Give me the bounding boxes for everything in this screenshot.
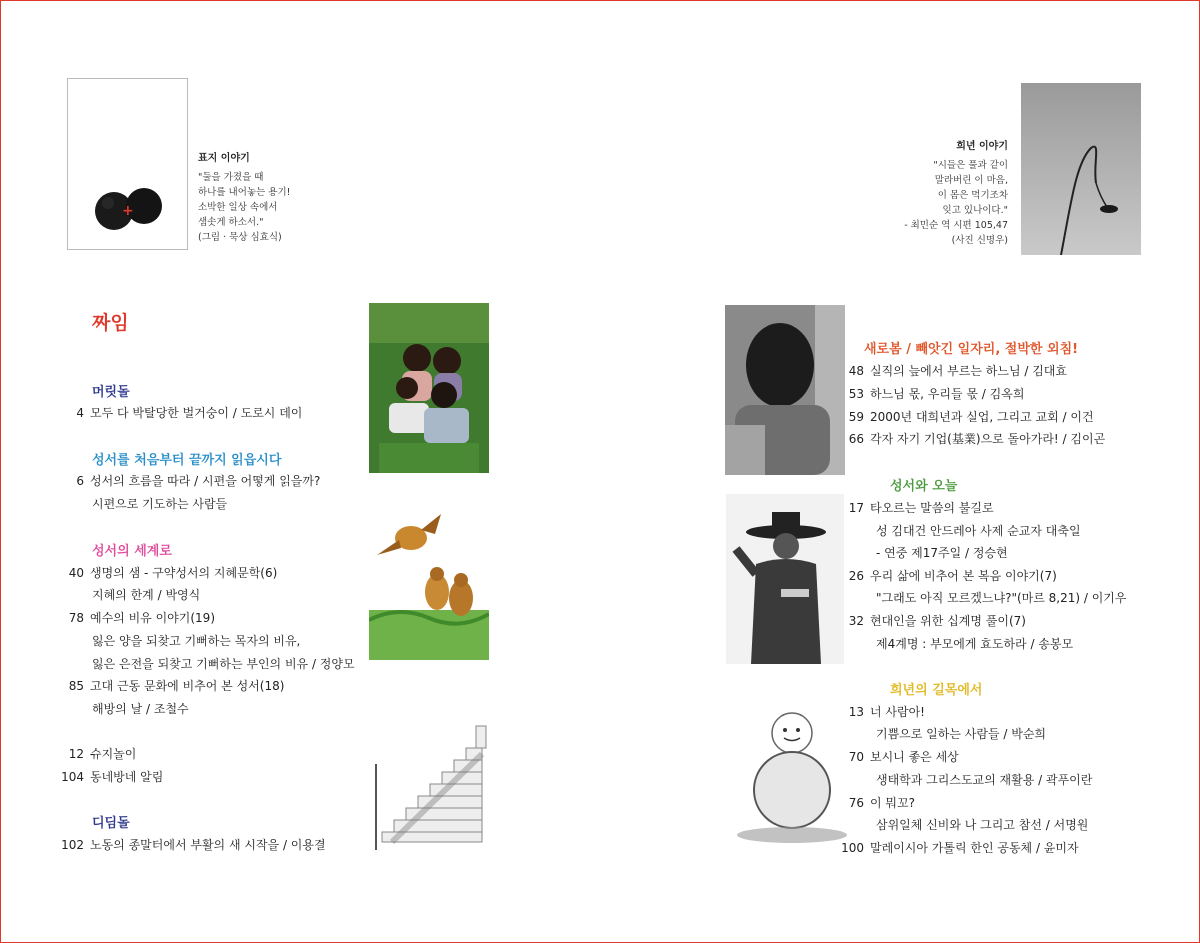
entry-text: 우리 삶에 비추어 본 복음 이야기(7)	[870, 569, 1057, 583]
toc-entry[interactable]	[840, 748, 959, 765]
back-caption-line: - 최민순 역 시편 105,47	[904, 220, 1008, 231]
toc-entry[interactable]	[840, 385, 1024, 402]
back-caption-line: 말라버린 이 마음,	[934, 175, 1008, 186]
cover-caption-line: 하나를 내어놓는 용기!	[198, 187, 291, 198]
back-caption-line: 잊고 있나이다."	[942, 205, 1008, 216]
toc-title: 짜임	[92, 312, 129, 334]
entry-text: 실직의 늪에서 부르는 하느님 / 김대효	[870, 364, 1067, 378]
entry-text-continued: 성 김대건 안드레아 사제 순교자 대축일	[876, 524, 1081, 538]
page-number: 85	[68, 679, 84, 693]
page-number: 6	[76, 474, 84, 488]
page-number: 78	[68, 611, 84, 625]
toc-entry[interactable]	[840, 794, 915, 811]
page-number: 53	[848, 387, 864, 401]
cover-caption-line: 샘솟게 하소서."	[198, 217, 264, 228]
entry-text: 하느님 몫, 우리들 몫 / 김옥희	[870, 387, 1025, 401]
page-number: 66	[848, 432, 864, 446]
svg-text:+: +	[122, 203, 134, 219]
entry-text: 생명의 샘 - 구약성서의 지혜문학(6)	[90, 566, 278, 580]
toc-entry[interactable]	[60, 564, 277, 581]
entry-text: 말레이시아 가톨릭 한인 공동체 / 윤미자	[870, 841, 1079, 855]
section-title-bible-today: 성서와 오늘	[890, 479, 958, 494]
entry-text: 현대인을 위한 십계명 풀이(7)	[870, 614, 1026, 628]
snowman-illustration	[735, 705, 850, 850]
entry-text-continued: 해방의 날 / 조철수	[92, 702, 189, 716]
page-number: 32	[848, 614, 864, 628]
entry-text-continued: 생태학과 그리스도교의 재활용 / 곽푸이란	[876, 773, 1093, 787]
back-caption-line: 이 몸은 먹기조차	[937, 190, 1008, 201]
back-caption-title: 희년 이야기	[956, 141, 1008, 152]
entry-text: 동네방네 알림	[90, 770, 164, 784]
sec-title	[92, 449, 281, 468]
page-number: 100	[841, 841, 864, 855]
entry-text: 각자 자기 기업(基業)으로 돌아가라! / 김이곤	[870, 432, 1106, 446]
page-number: 102	[61, 838, 84, 852]
entry-text-continued: 지혜의 한계 / 박영식	[92, 588, 201, 602]
sec-title	[92, 381, 130, 400]
sec-title	[92, 812, 130, 831]
entry-text-continued: 잃은 은전을 되찾고 기뻐하는 부인의 비유 / 정양모	[92, 657, 355, 671]
toc-entry[interactable]	[60, 609, 215, 626]
page-number: 13	[848, 705, 864, 719]
sec-title	[92, 540, 172, 559]
page-number: 17	[848, 501, 864, 515]
entry-text: 이 뭐꼬?	[870, 796, 915, 810]
page-number: 48	[848, 364, 864, 378]
entry-text: 성서의 흐름을 따라 / 시편을 어떻게 읽을까?	[90, 474, 321, 488]
page-number: 104	[61, 770, 84, 784]
entry-text-continued: 삼위일체 신비와 나 그리고 참선 / 서명원	[876, 818, 1089, 832]
page-number: 70	[848, 750, 864, 764]
sec-title	[864, 338, 1078, 357]
entry-text: 2000년 대희년과 실업, 그리고 교회 / 이건	[870, 410, 1094, 424]
entry-text: 예수의 비유 이야기(19)	[90, 611, 215, 625]
sec-title	[890, 679, 982, 698]
page-number: 4	[76, 406, 84, 420]
entry-text: 타오르는 말씀의 불길로	[870, 501, 994, 515]
entry-text-continued: 시편으로 기도하는 사람들	[92, 497, 228, 511]
dried-plant-photo	[1021, 83, 1141, 255]
statue-photo	[726, 494, 844, 664]
staircase-illustration	[372, 724, 492, 850]
toc-entry[interactable]	[840, 612, 1026, 629]
toc-entry[interactable]	[60, 836, 326, 853]
cover-caption-line: 소박한 일상 속에서	[198, 202, 278, 213]
cover-caption-line: "둘을 가졌을 때	[198, 172, 264, 183]
entry-text: 보시니 좋은 세상	[870, 750, 959, 764]
page-number: 59	[848, 410, 864, 424]
back-caption-credit: (사진 신명우)	[951, 235, 1008, 246]
toc-entry[interactable]	[60, 404, 302, 421]
entry-text: 슈지놀이	[90, 747, 137, 761]
toc-entry[interactable]	[840, 839, 1079, 856]
entry-text-continued: 제4계명 : 부모에게 효도하라 / 송봉모	[876, 637, 1074, 651]
toc-entry[interactable]	[840, 703, 925, 720]
entry-text: 너 사람아!	[870, 705, 925, 719]
back-caption-line: "시들은 풀과 같이	[933, 160, 1008, 171]
back-caption	[868, 140, 1008, 248]
section-title-bible-world: 성서의 세계로	[92, 544, 172, 559]
entry-text-continued: "그래도 아직 모르겠느냐?"(마르 8,21) / 이기우	[876, 591, 1127, 605]
entry-text: 모두 다 박탈당한 벌거숭이 / 도로시 데이	[90, 406, 303, 420]
birds-illustration	[369, 510, 489, 660]
page-number: 76	[848, 796, 864, 810]
toc-entry[interactable]	[60, 472, 320, 489]
section-title-meoritdol: 머릿돌	[92, 385, 130, 400]
sec-title	[890, 475, 957, 494]
page-number: 12	[68, 747, 84, 761]
cover-illustration	[67, 78, 188, 250]
toc-entry[interactable]	[840, 362, 1067, 379]
toc-entry[interactable]	[840, 430, 1105, 447]
page-number: 40	[68, 566, 84, 580]
entry-text-continued: 잃은 양을 되찾고 기뻐하는 목자의 비유,	[92, 634, 301, 648]
section-title-bible-reading: 성서를 처음부터 끝까지 읽읍시다	[92, 453, 282, 468]
section-title-didimdol: 디딤돌	[92, 816, 130, 831]
page-number: 26	[848, 569, 864, 583]
cover-caption-credit: (그림 · 묵상 심효식)	[198, 232, 282, 243]
cover-caption	[198, 152, 338, 245]
entry-text: 노동의 종말터에서 부활의 새 시작을 / 이용결	[90, 838, 326, 852]
toc-entry[interactable]	[840, 408, 1094, 425]
man-photo	[725, 305, 845, 475]
toc-entry[interactable]	[840, 499, 994, 516]
toc-entry[interactable]	[60, 768, 163, 785]
toc-entry[interactable]	[60, 677, 284, 694]
entry-text-continued: 기쁨으로 일하는 사람들 / 박순희	[876, 727, 1046, 741]
entry-text-continued: - 연중 제17주일 / 정승현	[876, 546, 1008, 560]
ink-dots-image	[68, 79, 187, 249]
entry-text: 고대 근동 문화에 비추어 본 성서(18)	[90, 679, 285, 693]
section-title-saerobom: 새로봄 / 빼앗긴 일자리, 절박한 외침!	[864, 342, 1079, 357]
family-photo	[369, 303, 489, 473]
section-title-jubilee: 희년의 길목에서	[890, 683, 983, 698]
toc-entry[interactable]	[840, 567, 1057, 584]
toc-entry[interactable]	[60, 745, 136, 762]
cover-caption-title: 표지 이야기	[198, 153, 250, 164]
